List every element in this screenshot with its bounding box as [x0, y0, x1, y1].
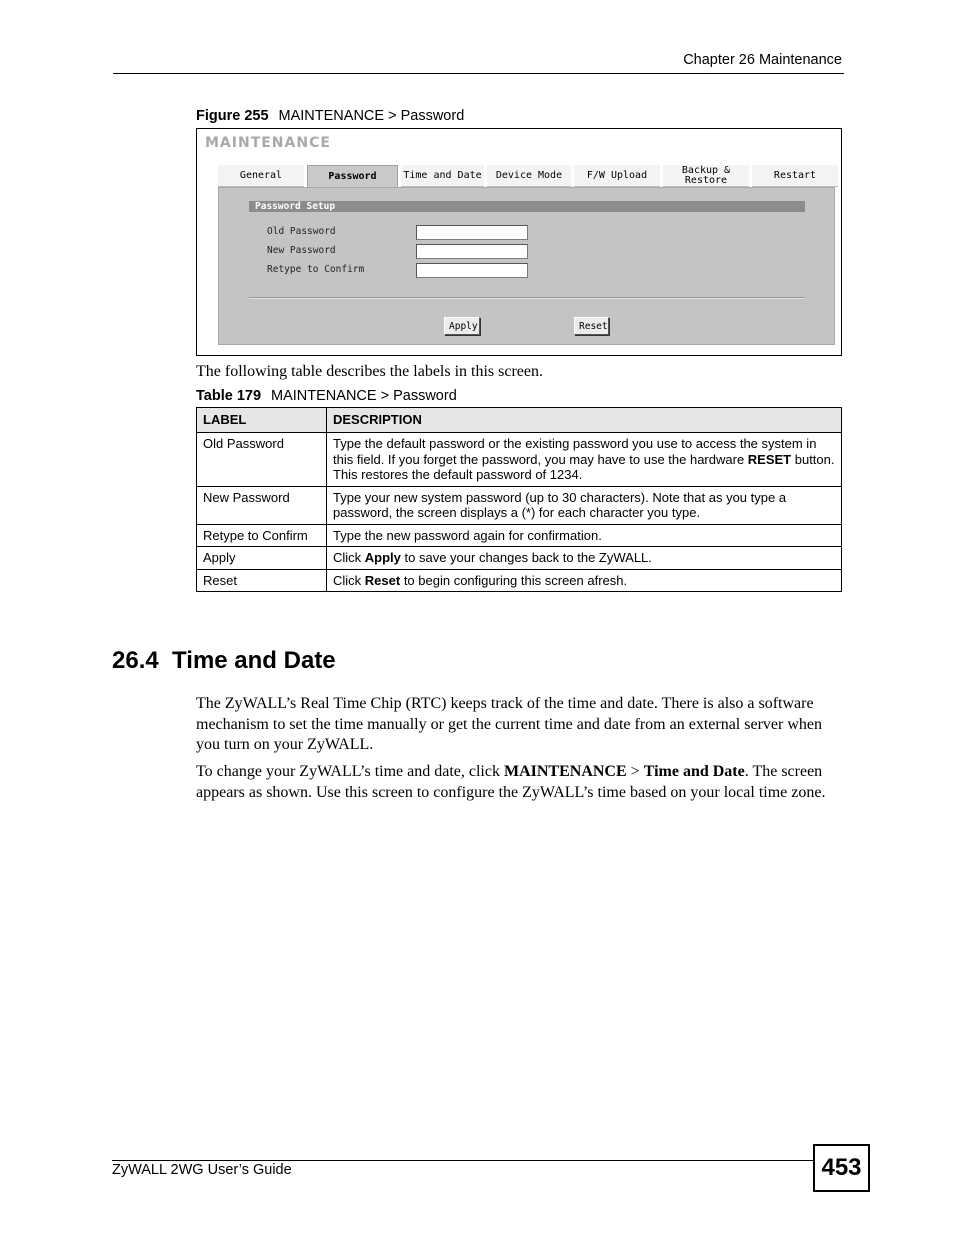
row-description: Click Reset to begin configuring this screen afresh.: [327, 569, 842, 592]
figure-caption-text: MAINTENANCE > Password: [278, 108, 465, 124]
new-password-input[interactable]: [416, 244, 528, 259]
apply-button[interactable]: Apply: [444, 317, 480, 335]
screen-title: MAINTENANCE: [205, 135, 331, 151]
new-password-label: New Password: [267, 245, 336, 256]
table-label: Table 179: [196, 388, 262, 404]
panel-divider: [249, 297, 805, 299]
page-number: 453: [813, 1144, 870, 1192]
row-label: Apply: [197, 547, 327, 570]
table-header-row: [197, 408, 842, 433]
retype-confirm-label: Retype to Confirm: [267, 264, 365, 275]
tab-device-mode[interactable]: Device Mode: [487, 165, 571, 187]
old-password-input[interactable]: [416, 225, 528, 240]
header-description: DESCRIPTION: [327, 408, 842, 433]
table-caption-text: MAINTENANCE > Password: [271, 388, 457, 404]
section-title: 26.4 Time and Date: [112, 647, 336, 674]
table-row: [197, 524, 842, 547]
old-password-label: Old Password: [267, 226, 336, 237]
footer-guide-title: ZyWALL 2WG User’s Guide: [112, 1162, 292, 1178]
table-row: [197, 547, 842, 570]
chapter-header: Chapter 26 Maintenance: [683, 52, 842, 68]
intro-paragraph: The following table describes the labels in this screen.: [196, 363, 544, 380]
table-row: [197, 486, 842, 524]
row-description: Type your new system password (up to 30 characters). Note that as you type a password, the screen displays a (*) for each character you type.: [327, 486, 842, 524]
section-header-bar: Password Setup: [249, 201, 805, 212]
description-table: [196, 407, 842, 592]
header-label: LABEL: [197, 408, 327, 433]
tab-backup-restore[interactable]: Backup & Restore: [663, 165, 749, 187]
row-label: Retype to Confirm: [197, 524, 327, 547]
screenshot-figure: [196, 128, 842, 356]
table-caption: [196, 388, 457, 404]
tab-time-and-date[interactable]: Time and Date: [401, 165, 484, 187]
tab-restart[interactable]: Restart: [752, 165, 838, 187]
table-row: [197, 433, 842, 487]
header-rule: [113, 73, 844, 74]
row-description: Type the default password or the existing password you use to access the system in this field. If you forget the password, you may have to use the hardware RESET button. This restores the default password of 1234.: [327, 433, 842, 487]
settings-panel: [218, 187, 835, 345]
row-label: Old Password: [197, 433, 327, 487]
row-description: Click Apply to save your changes back to the ZyWALL.: [327, 547, 842, 570]
figure-caption: [196, 108, 464, 124]
figure-label: Figure 255: [196, 108, 269, 124]
tab-fw-upload[interactable]: F/W Upload: [574, 165, 660, 187]
tab-password[interactable]: Password: [307, 165, 398, 187]
tab-general[interactable]: General: [218, 165, 304, 187]
footer-rule: [112, 1160, 814, 1161]
row-description: Type the new password again for confirmation.: [327, 524, 842, 547]
table-row: [197, 569, 842, 592]
section-paragraph-1: The ZyWALL’s Real Time Chip (RTC) keeps track of the time and date. There is also a software mechanism to set the time manually or get the current time and date from an external server when you turn on your ZyWALL.: [196, 695, 822, 753]
tab-bar: [218, 165, 838, 187]
section-paragraph-2: To change your ZyWALL’s time and date, click MAINTENANCE > Time and Date. The screen appears as shown. Use this screen to configure the ZyWALL’s time based on your local time zone.: [196, 763, 826, 801]
row-label: New Password: [197, 486, 327, 524]
row-label: Reset: [197, 569, 327, 592]
retype-confirm-input[interactable]: [416, 263, 528, 278]
reset-button[interactable]: Reset: [574, 317, 609, 335]
